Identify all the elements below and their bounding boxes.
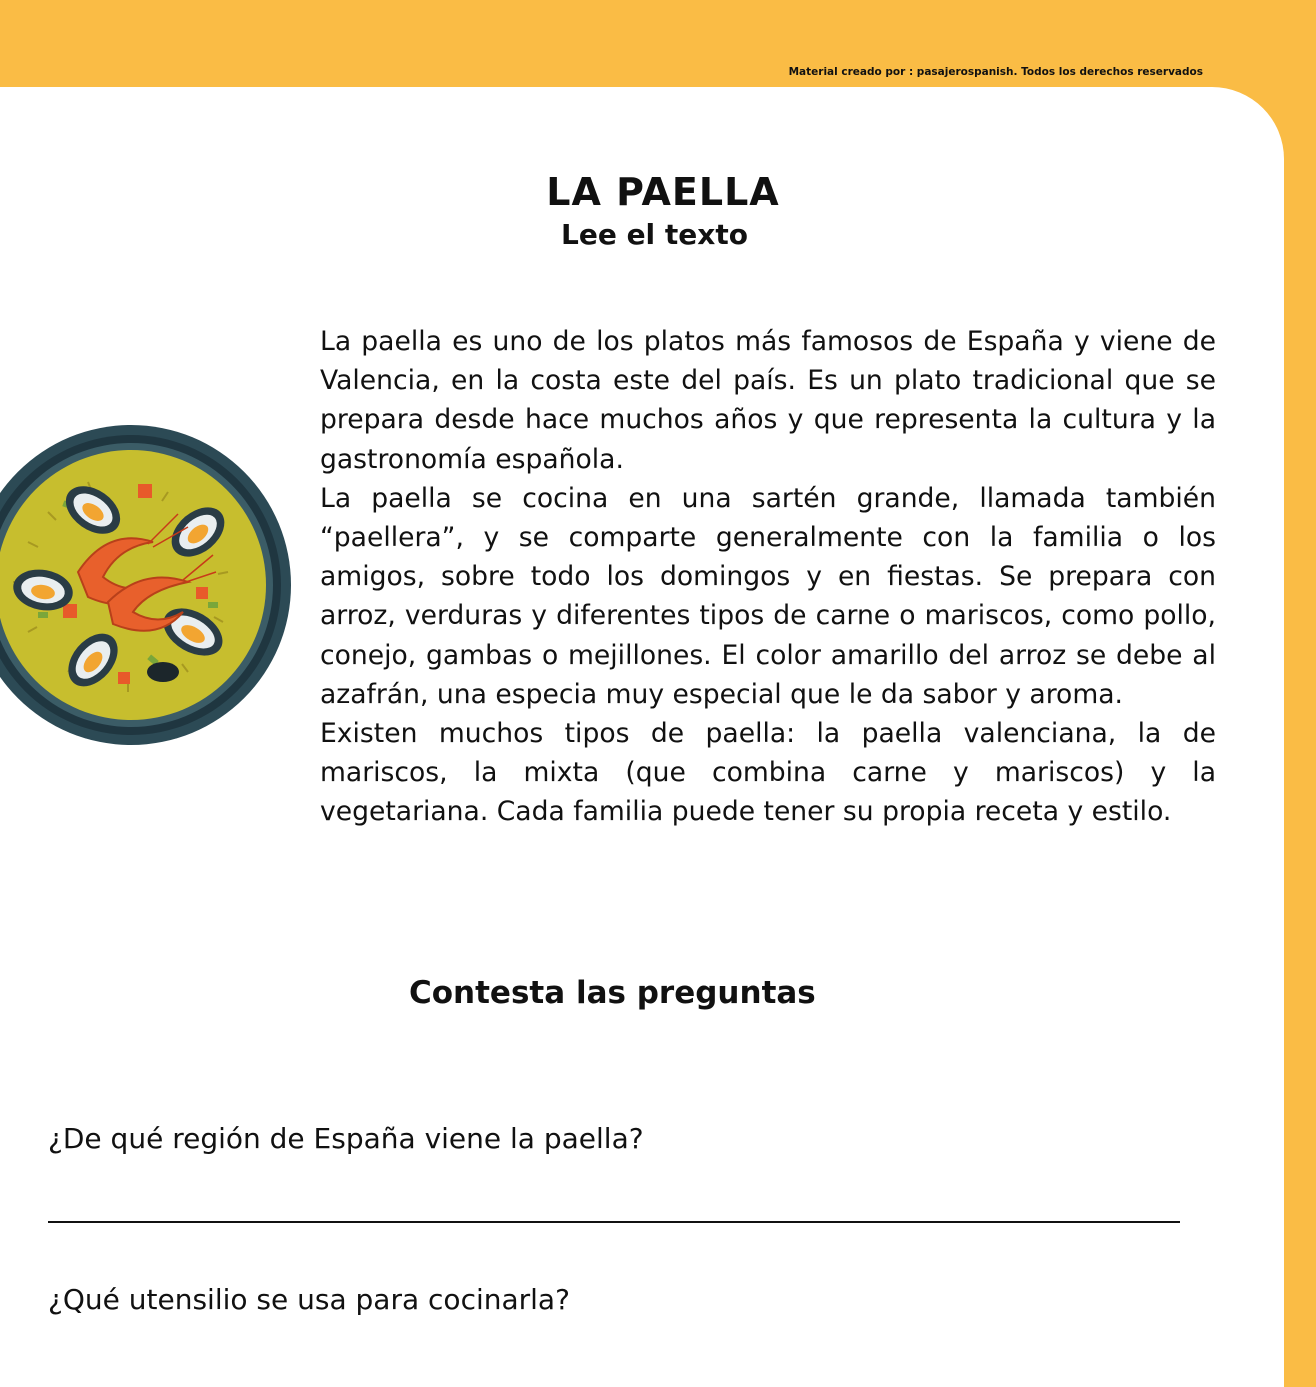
reading-paragraph: Existen muchos tipos de paella: la paella valenciana, la de mariscos, la mixta (que combina carne y mariscos) y la vegetariana. Cada familia puede tener su propia receta y estilo. [320,718,1216,828]
copyright-credit: Material creado por : pasajerospanish. Todos los derechos reservados [788,66,1203,78]
reading-paragraph: La paella se cocina en una sartén grande, llamada también “paellera”, y se comparte generalmente con la familia o los amigos, sobre todo los domingos y en fiestas. Se prepara con arroz, verduras y diferentes tipos de carne o mariscos, como pollo, conejo, gambas o mejillones. El color amarillo del arroz se debe al azafrán, una especia muy especial que le da sabor y aroma. [320,482,1216,710]
reading-paragraph: La paella es uno de los platos más famosos de España y viene de Valencia, en la costa este del país. Es un plato tradicional que se prepara desde hace muchos años y que representa la cultura y la gastronomía española. [320,326,1216,475]
page-subtitle: Lee el texto [561,218,748,251]
question-1: ¿De qué región de España viene la paella? [48,1122,644,1155]
questions-heading: Contesta las preguntas [409,975,816,1011]
answer-line-1[interactable] [48,1221,1180,1223]
reading-text [320,322,1216,832]
question-2: ¿Qué utensilio se usa para cocinarla? [48,1283,570,1316]
paella-illustration [0,422,294,748]
page-title: LA PAELLA [546,170,780,214]
